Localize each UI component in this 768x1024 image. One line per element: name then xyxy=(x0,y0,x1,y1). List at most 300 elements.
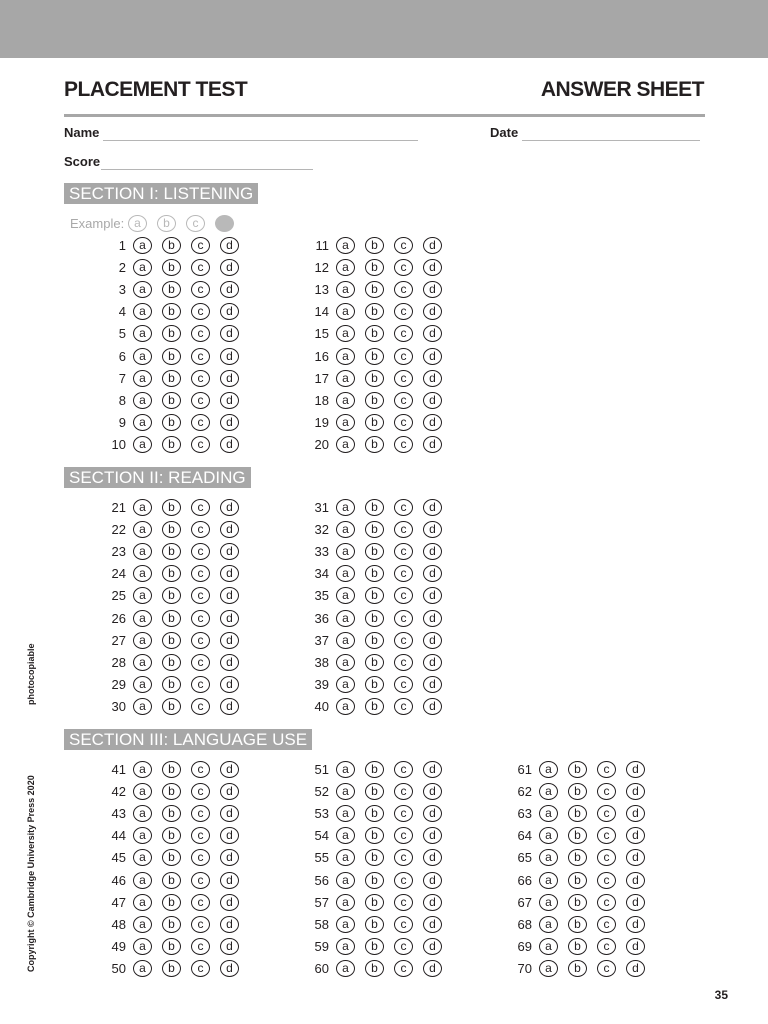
question-number: 27 xyxy=(111,632,126,648)
answer-bubble-d[interactable]: d xyxy=(220,543,239,560)
answer-bubble-b[interactable]: b xyxy=(162,916,181,933)
answer-bubble-b[interactable]: b xyxy=(365,348,384,365)
answer-bubble-d[interactable]: d xyxy=(220,499,239,516)
answer-bubble-d[interactable]: d xyxy=(626,894,645,911)
answer-bubble-b[interactable]: b xyxy=(365,872,384,889)
example-bubble-c: c xyxy=(186,215,205,232)
answer-bubble-a[interactable]: a xyxy=(336,827,355,844)
answer-bubble-a[interactable]: a xyxy=(336,521,355,538)
answer-bubble-c[interactable]: c xyxy=(394,499,413,516)
answer-bubble-a[interactable]: a xyxy=(539,894,558,911)
answer-bubble-c[interactable]: c xyxy=(191,325,210,342)
answer-bubble-b[interactable]: b xyxy=(365,960,384,977)
question-row xyxy=(100,675,249,695)
answer-bubble-b[interactable]: b xyxy=(365,436,384,453)
answer-bubble-d[interactable]: d xyxy=(220,348,239,365)
answer-bubble-b[interactable]: b xyxy=(365,325,384,342)
answer-bubble-d[interactable]: d xyxy=(220,783,239,800)
answer-bubble-a[interactable]: a xyxy=(133,632,152,649)
answer-bubble-c[interactable]: c xyxy=(394,348,413,365)
answer-bubble-c[interactable]: c xyxy=(191,259,210,276)
answer-bubble-c[interactable]: c xyxy=(191,543,210,560)
answer-bubble-c[interactable]: c xyxy=(191,499,210,516)
answer-bubble-d[interactable]: d xyxy=(220,849,239,866)
question-number: 47 xyxy=(111,894,126,910)
photocopiable-note: photocopiable xyxy=(26,643,36,705)
answer-bubble-b[interactable]: b xyxy=(568,938,587,955)
answer-bubble-c[interactable]: c xyxy=(191,303,210,320)
answer-bubble-c[interactable]: c xyxy=(394,698,413,715)
answer-bubble-c[interactable]: c xyxy=(191,676,210,693)
answer-bubble-c[interactable]: c xyxy=(394,587,413,604)
answer-bubble-a[interactable]: a xyxy=(539,827,558,844)
answer-bubble-b[interactable]: b xyxy=(162,849,181,866)
answer-bubble-c[interactable]: c xyxy=(191,587,210,604)
answer-bubble-d[interactable]: d xyxy=(423,348,442,365)
answer-bubble-b[interactable]: b xyxy=(365,827,384,844)
answer-bubble-c[interactable]: c xyxy=(597,761,616,778)
answer-bubble-a[interactable]: a xyxy=(336,654,355,671)
answer-bubble-b[interactable]: b xyxy=(162,303,181,320)
answer-bubble-b[interactable]: b xyxy=(568,894,587,911)
answer-bubble-d[interactable]: d xyxy=(220,281,239,298)
answer-bubble-b[interactable]: b xyxy=(365,938,384,955)
answer-bubble-c[interactable]: c xyxy=(191,761,210,778)
answer-bubble-a[interactable]: a xyxy=(133,827,152,844)
answer-bubble-d[interactable]: d xyxy=(220,654,239,671)
answer-bubble-a[interactable]: a xyxy=(539,849,558,866)
answer-bubble-b[interactable]: b xyxy=(365,632,384,649)
answer-bubble-d[interactable]: d xyxy=(626,960,645,977)
answer-bubble-a[interactable]: a xyxy=(336,783,355,800)
answer-bubble-a[interactable]: a xyxy=(336,392,355,409)
answer-bubble-d[interactable]: d xyxy=(423,849,442,866)
answer-bubble-b[interactable]: b xyxy=(365,370,384,387)
question-row xyxy=(303,346,452,366)
answer-bubble-d[interactable]: d xyxy=(423,654,442,671)
answer-bubble-b[interactable]: b xyxy=(365,281,384,298)
answer-bubble-c[interactable]: c xyxy=(597,827,616,844)
answer-bubble-c[interactable]: c xyxy=(394,414,413,431)
answer-bubble-c[interactable]: c xyxy=(394,392,413,409)
answer-bubble-a[interactable]: a xyxy=(336,698,355,715)
answer-bubble-a[interactable]: a xyxy=(336,805,355,822)
answer-bubble-b[interactable]: b xyxy=(365,805,384,822)
answer-bubble-a[interactable]: a xyxy=(336,543,355,560)
answer-bubble-c[interactable]: c xyxy=(597,960,616,977)
answer-bubble-d[interactable]: d xyxy=(626,761,645,778)
answer-bubble-b[interactable]: b xyxy=(365,414,384,431)
answer-bubble-c[interactable]: c xyxy=(191,960,210,977)
answer-bubble-c[interactable]: c xyxy=(191,565,210,582)
answer-bubble-b[interactable]: b xyxy=(162,414,181,431)
answer-bubble-d[interactable]: d xyxy=(220,259,239,276)
answer-bubble-c[interactable]: c xyxy=(394,237,413,254)
answer-bubble-d[interactable]: d xyxy=(220,676,239,693)
answer-bubble-a[interactable]: a xyxy=(336,237,355,254)
answer-bubble-d[interactable]: d xyxy=(220,938,239,955)
answer-bubble-a[interactable]: a xyxy=(336,960,355,977)
answer-bubble-c[interactable]: c xyxy=(191,370,210,387)
answer-bubble-d[interactable]: d xyxy=(423,499,442,516)
answer-bubble-d[interactable]: d xyxy=(220,521,239,538)
answer-bubble-a[interactable]: a xyxy=(539,761,558,778)
answer-bubble-c[interactable]: c xyxy=(191,281,210,298)
answer-bubble-d[interactable]: d xyxy=(423,237,442,254)
answer-bubble-d[interactable]: d xyxy=(423,565,442,582)
answer-bubble-c[interactable]: c xyxy=(191,237,210,254)
question-row xyxy=(100,346,249,366)
answer-bubble-d[interactable]: d xyxy=(423,805,442,822)
answer-bubble-b[interactable]: b xyxy=(162,325,181,342)
answer-bubble-a[interactable]: a xyxy=(336,565,355,582)
answer-bubble-a[interactable]: a xyxy=(133,281,152,298)
answer-bubble-a[interactable]: a xyxy=(133,237,152,254)
answer-bubble-d[interactable]: d xyxy=(423,325,442,342)
answer-bubble-a[interactable]: a xyxy=(133,436,152,453)
answer-bubble-d[interactable]: d xyxy=(220,565,239,582)
answer-bubble-d[interactable]: d xyxy=(423,436,442,453)
answer-bubble-d[interactable]: d xyxy=(220,761,239,778)
example-label: Example: xyxy=(70,215,125,231)
answer-bubble-d[interactable]: d xyxy=(423,281,442,298)
answer-bubble-c[interactable]: c xyxy=(191,348,210,365)
answer-bubble-a[interactable]: a xyxy=(133,698,152,715)
answer-bubble-b[interactable]: b xyxy=(162,436,181,453)
answer-bubble-b[interactable]: b xyxy=(162,872,181,889)
answer-bubble-d[interactable]: d xyxy=(423,259,442,276)
answer-bubble-b[interactable]: b xyxy=(365,761,384,778)
answer-bubble-b[interactable]: b xyxy=(568,849,587,866)
answer-bubble-a[interactable]: a xyxy=(133,894,152,911)
answer-bubble-d[interactable]: d xyxy=(220,827,239,844)
answer-bubble-a[interactable]: a xyxy=(539,805,558,822)
answer-bubble-b[interactable]: b xyxy=(365,303,384,320)
answer-bubble-c[interactable]: c xyxy=(597,916,616,933)
answer-bubble-c[interactable]: c xyxy=(191,654,210,671)
question-number: 25 xyxy=(111,588,126,604)
answer-bubble-d[interactable]: d xyxy=(423,543,442,560)
answer-bubble-b[interactable]: b xyxy=(162,610,181,627)
answer-bubble-d[interactable]: d xyxy=(220,872,239,889)
answer-bubble-a[interactable]: a xyxy=(133,960,152,977)
answer-bubble-b[interactable]: b xyxy=(162,960,181,977)
answer-bubble-b[interactable]: b xyxy=(162,676,181,693)
answer-bubble-d[interactable]: d xyxy=(220,894,239,911)
question-row xyxy=(100,781,249,801)
answer-bubble-c[interactable]: c xyxy=(597,894,616,911)
date-field[interactable] xyxy=(522,140,700,141)
answer-bubble-d[interactable]: d xyxy=(220,632,239,649)
answer-bubble-b[interactable]: b xyxy=(568,761,587,778)
answer-bubble-a[interactable]: a xyxy=(133,783,152,800)
answer-bubble-c[interactable]: c xyxy=(394,827,413,844)
answer-bubble-a[interactable]: a xyxy=(133,370,152,387)
answer-bubble-b[interactable]: b xyxy=(162,587,181,604)
question-row xyxy=(100,257,249,277)
answer-bubble-a[interactable]: a xyxy=(133,543,152,560)
answer-bubble-c[interactable]: c xyxy=(597,938,616,955)
answer-bubble-a[interactable]: a xyxy=(133,499,152,516)
answer-bubble-d[interactable]: d xyxy=(220,698,239,715)
answer-bubble-a[interactable]: a xyxy=(133,654,152,671)
answer-bubble-a[interactable]: a xyxy=(133,610,152,627)
answer-bubble-d[interactable]: d xyxy=(423,632,442,649)
answer-bubble-c[interactable]: c xyxy=(394,849,413,866)
answer-bubble-a[interactable]: a xyxy=(133,587,152,604)
answer-bubble-b[interactable]: b xyxy=(365,654,384,671)
answer-bubble-b[interactable]: b xyxy=(365,565,384,582)
answer-bubble-b[interactable]: b xyxy=(162,894,181,911)
answer-bubble-a[interactable]: a xyxy=(336,414,355,431)
answer-bubble-b[interactable]: b xyxy=(568,872,587,889)
question-row xyxy=(506,803,655,823)
answer-bubble-d[interactable]: d xyxy=(220,237,239,254)
answer-bubble-d[interactable]: d xyxy=(423,938,442,955)
question-number: 10 xyxy=(111,437,126,453)
answer-bubble-d[interactable]: d xyxy=(626,783,645,800)
answer-bubble-b[interactable]: b xyxy=(365,894,384,911)
answer-bubble-d[interactable]: d xyxy=(423,698,442,715)
answer-bubble-b[interactable]: b xyxy=(365,543,384,560)
answer-bubble-c[interactable]: c xyxy=(394,654,413,671)
answer-bubble-c[interactable]: c xyxy=(191,827,210,844)
answer-bubble-b[interactable]: b xyxy=(162,348,181,365)
answer-bubble-b[interactable]: b xyxy=(162,698,181,715)
answer-bubble-a[interactable]: a xyxy=(336,499,355,516)
answer-bubble-b[interactable]: b xyxy=(162,783,181,800)
answer-bubble-a[interactable]: a xyxy=(336,587,355,604)
answer-bubble-b[interactable]: b xyxy=(365,259,384,276)
answer-bubble-a[interactable]: a xyxy=(336,259,355,276)
answer-bubble-c[interactable]: c xyxy=(394,325,413,342)
answer-bubble-b[interactable]: b xyxy=(162,281,181,298)
answer-bubble-c[interactable]: c xyxy=(394,761,413,778)
answer-bubble-d[interactable]: d xyxy=(220,587,239,604)
answer-bubble-b[interactable]: b xyxy=(162,259,181,276)
answer-bubble-b[interactable]: b xyxy=(365,783,384,800)
answer-bubble-c[interactable]: c xyxy=(191,414,210,431)
answer-bubble-c[interactable]: c xyxy=(597,849,616,866)
answer-bubble-c[interactable]: c xyxy=(394,521,413,538)
answer-bubble-d[interactable]: d xyxy=(423,894,442,911)
answer-bubble-b[interactable]: b xyxy=(365,237,384,254)
answer-bubble-d[interactable]: d xyxy=(423,916,442,933)
answer-bubble-c[interactable]: c xyxy=(394,281,413,298)
answer-bubble-a[interactable]: a xyxy=(336,325,355,342)
answer-bubble-a[interactable]: a xyxy=(539,783,558,800)
answer-bubble-b[interactable]: b xyxy=(365,521,384,538)
answer-bubble-c[interactable]: c xyxy=(394,565,413,582)
answer-bubble-d[interactable]: d xyxy=(626,872,645,889)
answer-bubble-a[interactable]: a xyxy=(133,761,152,778)
answer-bubble-c[interactable]: c xyxy=(597,872,616,889)
answer-bubble-d[interactable]: d xyxy=(423,872,442,889)
answer-bubble-c[interactable]: c xyxy=(394,916,413,933)
answer-bubble-d[interactable]: d xyxy=(626,916,645,933)
answer-bubble-d[interactable]: d xyxy=(423,783,442,800)
answer-bubble-d[interactable]: d xyxy=(220,325,239,342)
answer-bubble-a[interactable]: a xyxy=(133,916,152,933)
answer-bubble-b[interactable]: b xyxy=(365,587,384,604)
answer-bubble-b[interactable]: b xyxy=(568,805,587,822)
answer-bubble-a[interactable]: a xyxy=(336,676,355,693)
page-subtitle: ANSWER SHEET xyxy=(540,78,704,101)
answer-bubble-a[interactable]: a xyxy=(539,960,558,977)
answer-bubble-c[interactable]: c xyxy=(394,805,413,822)
answer-bubble-a[interactable]: a xyxy=(539,938,558,955)
answer-bubble-b[interactable]: b xyxy=(162,565,181,582)
answer-bubble-a[interactable]: a xyxy=(133,259,152,276)
answer-bubble-a[interactable]: a xyxy=(336,370,355,387)
answer-bubble-c[interactable]: c xyxy=(394,676,413,693)
answer-bubble-a[interactable]: a xyxy=(336,632,355,649)
answer-bubble-a[interactable]: a xyxy=(336,894,355,911)
answer-bubble-d[interactable]: d xyxy=(423,303,442,320)
answer-bubble-d[interactable]: d xyxy=(220,392,239,409)
answer-bubble-b[interactable]: b xyxy=(568,783,587,800)
answer-bubble-a[interactable]: a xyxy=(336,849,355,866)
answer-bubble-b[interactable]: b xyxy=(162,805,181,822)
answer-bubble-d[interactable]: d xyxy=(423,827,442,844)
answer-bubble-c[interactable]: c xyxy=(394,894,413,911)
answer-bubble-d[interactable]: d xyxy=(423,960,442,977)
answer-bubble-b[interactable]: b xyxy=(162,543,181,560)
answer-bubble-c[interactable]: c xyxy=(394,783,413,800)
answer-bubble-d[interactable]: d xyxy=(423,587,442,604)
answer-bubble-d[interactable]: d xyxy=(220,805,239,822)
answer-bubble-a[interactable]: a xyxy=(336,761,355,778)
answer-bubble-c[interactable]: c xyxy=(394,960,413,977)
answer-bubble-d[interactable]: d xyxy=(423,392,442,409)
answer-bubble-a[interactable]: a xyxy=(133,325,152,342)
answer-bubble-c[interactable]: c xyxy=(191,872,210,889)
answer-bubble-d[interactable]: d xyxy=(423,521,442,538)
answer-bubble-a[interactable]: a xyxy=(133,849,152,866)
answer-bubble-b[interactable]: b xyxy=(162,521,181,538)
answer-bubble-c[interactable]: c xyxy=(394,436,413,453)
answer-bubble-d[interactable]: d xyxy=(220,436,239,453)
question-number: 8 xyxy=(118,392,126,408)
answer-bubble-b[interactable]: b xyxy=(365,676,384,693)
answer-bubble-c[interactable]: c xyxy=(191,610,210,627)
answer-bubble-c[interactable]: c xyxy=(191,392,210,409)
answer-bubble-a[interactable]: a xyxy=(336,281,355,298)
answer-bubble-c[interactable]: c xyxy=(394,872,413,889)
answer-bubble-c[interactable]: c xyxy=(394,543,413,560)
answer-bubble-b[interactable]: b xyxy=(365,698,384,715)
answer-bubble-b[interactable]: b xyxy=(162,632,181,649)
answer-bubble-c[interactable]: c xyxy=(191,938,210,955)
answer-bubble-c[interactable]: c xyxy=(191,783,210,800)
answer-bubble-b[interactable]: b xyxy=(568,827,587,844)
answer-bubble-b[interactable]: b xyxy=(365,849,384,866)
answer-bubble-c[interactable]: c xyxy=(191,916,210,933)
answer-bubble-d[interactable]: d xyxy=(626,849,645,866)
answer-bubble-b[interactable]: b xyxy=(162,827,181,844)
answer-bubble-c[interactable]: c xyxy=(394,610,413,627)
answer-bubble-a[interactable]: a xyxy=(336,916,355,933)
answer-bubble-d[interactable]: d xyxy=(220,610,239,627)
answer-bubble-d[interactable]: d xyxy=(423,414,442,431)
answer-bubble-b[interactable]: b xyxy=(162,499,181,516)
answer-bubble-c[interactable]: c xyxy=(191,894,210,911)
answer-bubble-b[interactable]: b xyxy=(162,654,181,671)
answer-bubble-d[interactable]: d xyxy=(423,370,442,387)
answer-bubble-a[interactable]: a xyxy=(539,916,558,933)
answer-bubble-c[interactable]: c xyxy=(394,632,413,649)
answer-bubble-d[interactable]: d xyxy=(220,370,239,387)
answer-bubble-c[interactable]: c xyxy=(191,698,210,715)
answer-bubble-d[interactable]: d xyxy=(423,676,442,693)
answer-bubble-b[interactable]: b xyxy=(162,761,181,778)
answer-bubble-a[interactable]: a xyxy=(133,521,152,538)
answer-bubble-d[interactable]: d xyxy=(220,303,239,320)
answer-bubble-a[interactable]: a xyxy=(336,610,355,627)
answer-bubble-a[interactable]: a xyxy=(336,872,355,889)
answer-bubble-a[interactable]: a xyxy=(133,565,152,582)
question-number: 45 xyxy=(111,850,126,866)
answer-bubble-d[interactable]: d xyxy=(220,960,239,977)
answer-bubble-a[interactable]: a xyxy=(133,414,152,431)
answer-bubble-d[interactable]: d xyxy=(423,610,442,627)
answer-bubble-b[interactable]: b xyxy=(365,610,384,627)
answer-bubble-b[interactable]: b xyxy=(162,237,181,254)
answer-bubble-c[interactable]: c xyxy=(597,783,616,800)
answer-bubble-b[interactable]: b xyxy=(162,370,181,387)
answer-bubble-a[interactable]: a xyxy=(133,392,152,409)
answer-bubble-b[interactable]: b xyxy=(162,392,181,409)
answer-bubble-d[interactable]: d xyxy=(220,916,239,933)
answer-bubble-d[interactable]: d xyxy=(423,761,442,778)
answer-bubble-a[interactable]: a xyxy=(336,348,355,365)
answer-bubble-c[interactable]: c xyxy=(191,849,210,866)
answer-bubble-d[interactable]: d xyxy=(626,938,645,955)
answer-bubble-a[interactable]: a xyxy=(133,938,152,955)
section-listening-heading: SECTION I: LISTENING xyxy=(64,183,258,204)
answer-bubble-d[interactable]: d xyxy=(626,827,645,844)
answer-bubble-b[interactable]: b xyxy=(365,499,384,516)
score-field[interactable] xyxy=(101,169,313,170)
answer-bubble-a[interactable]: a xyxy=(336,303,355,320)
answer-bubble-a[interactable]: a xyxy=(133,872,152,889)
answer-bubble-b[interactable]: b xyxy=(162,938,181,955)
answer-bubble-b[interactable]: b xyxy=(568,916,587,933)
answer-bubble-c[interactable]: c xyxy=(191,632,210,649)
answer-bubble-c[interactable]: c xyxy=(597,805,616,822)
answer-bubble-c[interactable]: c xyxy=(394,938,413,955)
answer-bubble-c[interactable]: c xyxy=(394,259,413,276)
answer-bubble-c[interactable]: c xyxy=(191,521,210,538)
answer-bubble-a[interactable]: a xyxy=(133,805,152,822)
answer-bubble-b[interactable]: b xyxy=(568,960,587,977)
answer-bubble-b[interactable]: b xyxy=(365,916,384,933)
answer-bubble-a[interactable]: a xyxy=(336,938,355,955)
answer-bubble-a[interactable]: a xyxy=(336,436,355,453)
name-field[interactable] xyxy=(103,140,418,141)
answer-bubble-d[interactable]: d xyxy=(220,414,239,431)
answer-bubble-c[interactable]: c xyxy=(191,805,210,822)
answer-bubble-b[interactable]: b xyxy=(365,392,384,409)
answer-bubble-c[interactable]: c xyxy=(394,303,413,320)
answer-bubble-a[interactable]: a xyxy=(133,303,152,320)
answer-bubble-a[interactable]: a xyxy=(133,676,152,693)
answer-bubble-d[interactable]: d xyxy=(626,805,645,822)
answer-bubble-c[interactable]: c xyxy=(394,370,413,387)
answer-bubble-a[interactable]: a xyxy=(133,348,152,365)
answer-bubble-a[interactable]: a xyxy=(539,872,558,889)
answer-bubble-c[interactable]: c xyxy=(191,436,210,453)
